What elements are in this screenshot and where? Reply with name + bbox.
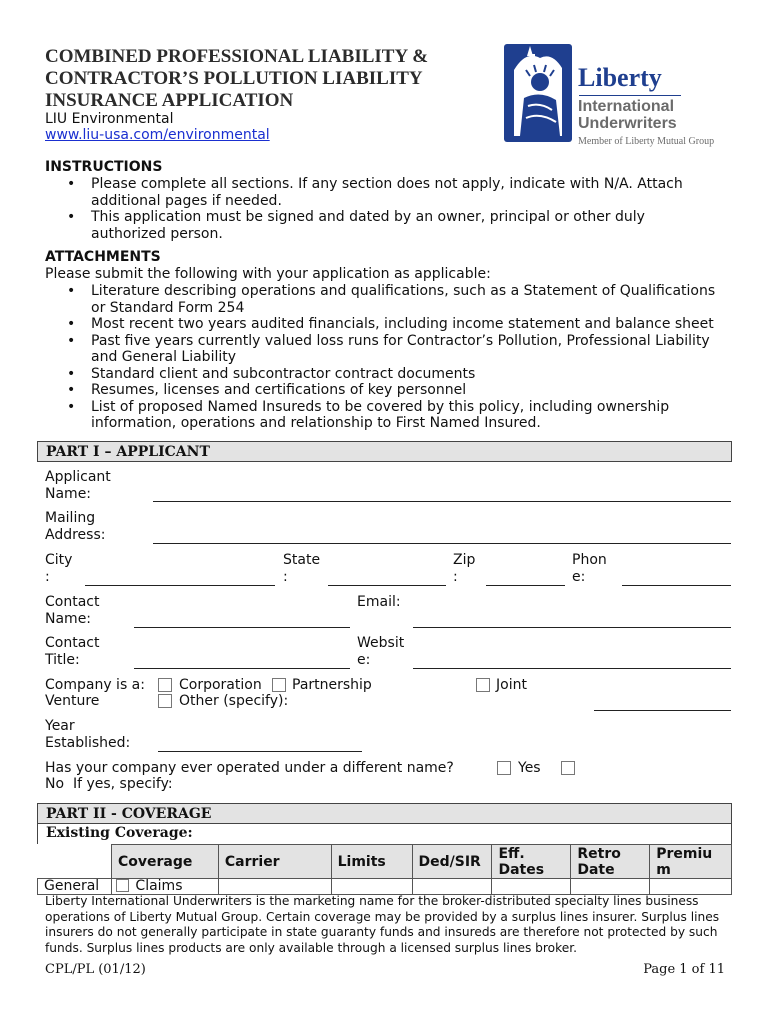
footer-disclaimer: Liberty International Underwriters is the marketing name for the broker-distributed specialty lines business operations of Liberty Mutual Group. Certain coverage may be provided by a surplus lines insurer. Surplus lines insurers do not generally participate in state guaranty funds and insureds are therefore not protected by such funds. Surplus lines products are only available through a licensed surplus lines broker. — [45, 894, 720, 955]
coverage-table — [37, 844, 732, 895]
row-general-label: General — [38, 879, 112, 895]
page-number: Page 1 of 11 — [643, 962, 725, 977]
list-item: • List of proposed Named Insureds to be covered by this policy, including ownership information, operations and relationship to First Named Insured. — [45, 399, 725, 432]
attachments-list — [45, 283, 725, 432]
list-item: • Please complete all sections. If any section does not apply, indicate with N/A. Attach additional pages if needed. — [45, 176, 705, 209]
col-coverage: Coverage — [111, 845, 218, 879]
row-general-eff[interactable] — [492, 879, 571, 895]
other-checkbox[interactable] — [158, 694, 172, 708]
zip-field[interactable] — [486, 585, 565, 586]
attachments-heading: ATTACHMENTS — [45, 249, 161, 265]
other-label: Other (specify): — [179, 693, 289, 709]
year-established-field[interactable] — [158, 751, 362, 752]
website-label: Websit e: — [357, 635, 405, 668]
logo-rule — [579, 95, 681, 96]
different-name-no-checkbox[interactable] — [561, 761, 575, 775]
list-item: • Standard client and subcontractor contract documents — [45, 366, 725, 383]
partnership-label: Partnership — [292, 677, 372, 693]
col-limits: Limits — [331, 845, 412, 879]
row-general-carrier[interactable] — [218, 879, 331, 895]
website-field[interactable] — [413, 668, 731, 669]
contact-title-label: Contact Title: — [45, 635, 100, 668]
logo-international: International — [578, 98, 675, 115]
col-ded-sir: Ded/SIR — [412, 845, 492, 879]
website-link[interactable]: www.liu-usa.com/environmental — [45, 127, 270, 143]
row-general-coverage — [111, 879, 218, 895]
list-item: • This application must be signed and dated by an owner, principal or other duly authorized person. — [45, 209, 705, 242]
company-type-venture-label: Venture — [45, 693, 100, 709]
claims-checkbox[interactable] — [116, 879, 129, 892]
logo-underwriters: Underwriters — [578, 115, 677, 132]
attachments-intro: Please submit the following with your application as applicable: — [45, 266, 491, 282]
list-item: • Past five years currently valued loss runs for Contractor’s Pollution, Professional Liability and General Liability — [45, 333, 725, 366]
city-label: City : — [45, 552, 73, 585]
email-field[interactable] — [413, 627, 731, 628]
mailing-address-field[interactable] — [153, 543, 731, 544]
contact-title-field[interactable] — [134, 668, 350, 669]
company-type-label: Company is a: — [45, 677, 145, 693]
row-general-retro[interactable] — [571, 879, 650, 895]
applicant-name-label: Applicant Name: — [45, 469, 111, 502]
city-field[interactable] — [85, 585, 275, 586]
joint-venture-checkbox[interactable] — [476, 678, 490, 692]
corporation-checkbox[interactable] — [158, 678, 172, 692]
claims-label: Claims — [135, 878, 183, 894]
different-name-question: Has your company ever operated under a different name? — [45, 760, 454, 776]
corporation-label: Corporation — [179, 677, 262, 693]
part1-heading: PART I – APPLICANT — [37, 441, 732, 462]
partnership-checkbox[interactable] — [272, 678, 286, 692]
col-eff-dates: Eff. Dates — [492, 845, 571, 879]
email-label: Email: — [357, 594, 401, 610]
joint-label: Joint — [496, 677, 527, 693]
phone-field[interactable] — [622, 585, 731, 586]
document-title: COMBINED PROFESSIONAL LIABILITY & CONTRACTOR’S POLLUTION LIABILITY INSURANCE APPLICATION — [45, 46, 429, 111]
mailing-address-label: Mailing Address: — [45, 510, 106, 543]
blank-cell — [38, 845, 112, 879]
other-specify-field[interactable] — [594, 710, 731, 711]
logo-tagline: Member of Liberty Mutual Group — [578, 136, 715, 147]
col-premium: Premiu m — [650, 845, 732, 879]
different-name-yes-checkbox[interactable] — [497, 761, 511, 775]
statue-of-liberty-icon — [500, 40, 575, 145]
list-item: • Most recent two years audited financials, including income statement and balance sheet — [45, 316, 725, 333]
contact-name-field[interactable] — [134, 627, 350, 628]
row-general-ded[interactable] — [412, 879, 492, 895]
subtitle: LIU Environmental — [45, 111, 174, 127]
year-established-label: Year Established: — [45, 718, 131, 751]
row-general-limits[interactable] — [331, 879, 412, 895]
existing-coverage-row — [37, 824, 732, 844]
existing-coverage-label: Existing Coverage: — [46, 825, 193, 841]
form-id: CPL/PL (01/12) — [45, 962, 146, 977]
yes-label: Yes — [518, 760, 541, 776]
no-if-yes-label: No If yes, specify: — [45, 776, 173, 792]
col-retro-date: Retro Date — [571, 845, 650, 879]
col-carrier: Carrier — [218, 845, 331, 879]
instructions-heading: INSTRUCTIONS — [45, 159, 163, 175]
applicant-name-field[interactable] — [153, 501, 731, 502]
row-general-premium[interactable] — [650, 879, 732, 895]
contact-name-label: Contact Name: — [45, 594, 100, 627]
state-label: State : — [283, 552, 321, 585]
list-item: • Literature describing operations and qualifications, such as a Statement of Qualifications or Standard Form 254 — [45, 283, 725, 316]
instructions-list — [45, 176, 705, 242]
logo-liberty: Liberty — [578, 63, 662, 92]
phone-label: Phon e: — [572, 552, 607, 585]
state-field[interactable] — [328, 585, 446, 586]
zip-label: Zip : — [453, 552, 476, 585]
part2-heading: PART II - COVERAGE — [37, 803, 732, 824]
liberty-logo — [500, 40, 730, 150]
list-item: • Resumes, licenses and certifications of key personnel — [45, 382, 725, 399]
